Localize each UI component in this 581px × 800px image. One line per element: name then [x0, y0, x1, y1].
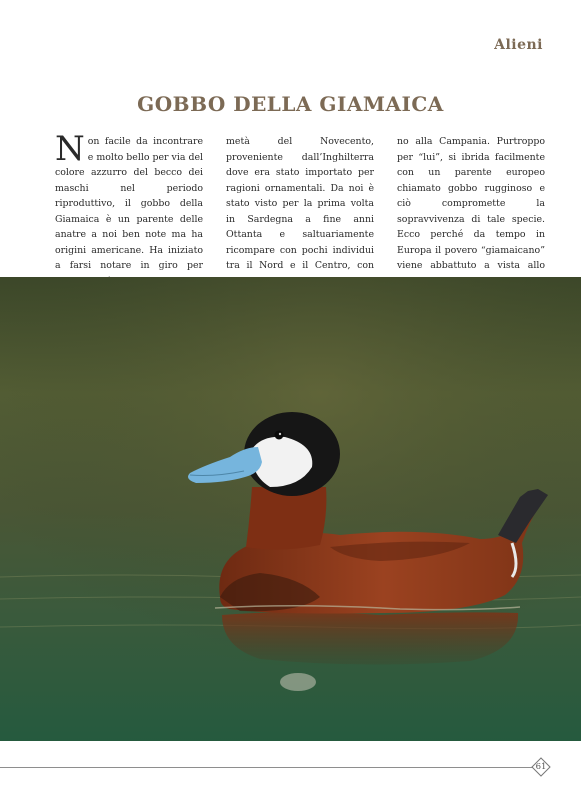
- column-2: metà del Novecento, proveniente dall’Inghilterra dove era stato importato per ragioni ornamentali. Da noi è stato visto per la prima volta in Sardegna a fine anni Ottanta e saltuariamente ricompare con pochi individui tra il Nord e il Centro, con: [226, 136, 374, 271]
- page-number: 61: [535, 762, 547, 772]
- column-1: [55, 129, 203, 271]
- section-label: Alieni: [494, 37, 543, 53]
- column-1-text: on facile da incontrare e molto bello per via del colore azzurro del becco dei maschi nel periodo riproduttivo, il gobbo della Giamaica è un parente delle anatre a noi ben note ma ha origini americane. Ha iniziato a farsi notare in giro per: [55, 136, 203, 271]
- drop-cap: N: [55, 129, 85, 169]
- article-title: GOBBO DELLA GIAMAICA: [137, 92, 444, 116]
- article-body: [55, 129, 545, 271]
- footer-rule: [0, 767, 533, 768]
- duck-photo: [0, 277, 581, 741]
- column-3: no alla Campania. Purtroppo per “lui”, si ibrida facilmente con un parente europeo chiamato gobbo rugginoso e ciò compromette la sopravvivenza di tale specie. Ecco perché da tempo in Europa il povero “giamaicano” viene abbattuto a vista allo: [397, 136, 545, 271]
